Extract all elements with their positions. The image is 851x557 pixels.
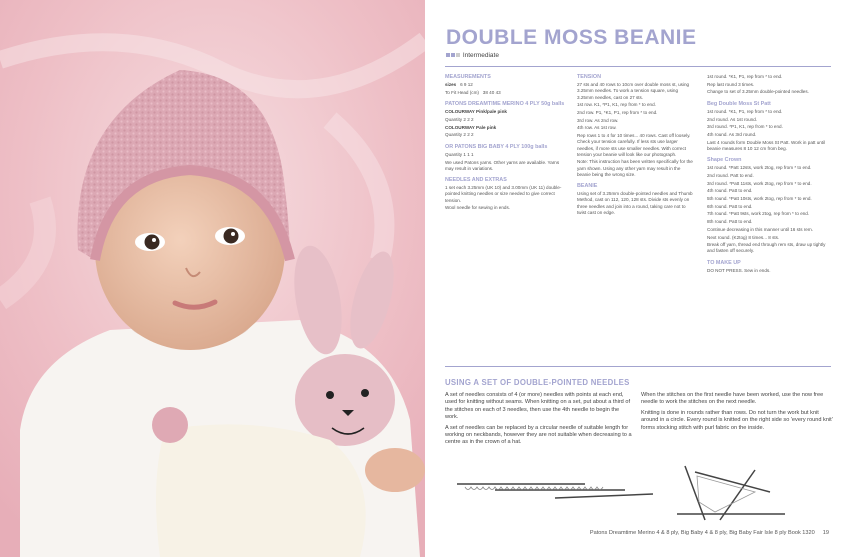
tension-row-2: 2nd row. P1, *K1, P1, rep from * to end.	[577, 110, 658, 116]
tension-text: 27 sts and 40 rows to 10cm over double moss st, using 3.25mm needles. To work a tension square, using 3.25mm needles, cast on 27 sts.	[577, 82, 690, 100]
footer-credits: Patons Dreamtime Merino 4 & 8 ply, Big Baby 4 & 8 ply, Big Baby Fair Isle 8 ply Book 1320	[589, 530, 815, 536]
tension-row-4: 4th row. As 1st row.	[577, 125, 617, 131]
crown-heading: Shape Crown	[707, 157, 742, 164]
crown-round-6: 6th round. Patt to end.	[707, 203, 753, 209]
quantity-a: Quantity 2 2 2	[445, 117, 474, 123]
skill-level-label: Intermediate	[462, 52, 499, 59]
header-divider	[445, 66, 831, 67]
moss-summary: Last 4 rounds form Double Moss St Patt. Work in patt until beanie measures 8 10 12 cm from beg.	[707, 139, 826, 151]
box-left-text	[445, 392, 633, 450]
colourway-b: COLOURWAY Pale pink	[445, 124, 497, 130]
tension-row-1: 1st row. K1, *P1, K1, rep from * to end.	[577, 102, 656, 108]
quantity-b: Quantity 2 2 2	[445, 132, 474, 138]
beanie-text: Using set of 3.25mm double-pointed needles and Thumb Method, cast on 112, 120, 128 sts. Divide sts evenly on three needles and join into a round, taking care not to twist cast on edge.	[577, 191, 693, 215]
level-square-icon	[451, 53, 455, 57]
moss-round-3: 3rd round. *P1, K1, rep from * to end.	[707, 124, 783, 130]
change-needles: Change to set of 3.25mm double-pointed needles.	[707, 89, 809, 95]
alt-yarn-heading: OR PATONS BIG BABY 4 PLY 100g balls	[445, 143, 548, 150]
crown-round-3: 3rd round. *Patt 11sts, work 2tog, rep from * to end.	[707, 180, 812, 186]
beanie-heading: BEANIE	[577, 183, 598, 190]
box-top-divider	[445, 366, 831, 367]
needles-item-2: Wool needle for sewing in ends.	[445, 205, 511, 211]
measurements-heading: MEASUREMENTS	[445, 74, 491, 80]
box-right-text	[641, 392, 833, 435]
crown-round-4: 4th round. Patt to end.	[707, 188, 753, 194]
page-title: DOUBLE MOSS BEANIE	[446, 26, 697, 49]
round-1-repeat: Rep last round 3 times.	[707, 81, 755, 87]
round-1: 1st round. *K1, P1, rep from * to end.	[707, 74, 783, 79]
quantity-c: Quantity 1 1 1	[445, 151, 474, 157]
tension-more: Rep rows 1 to 4 for 10 times... 40 rows. Cast off loosely. Check your tension carefully. If less sts use larger needles, if more sts use smaller needles. With correct tension your beanie will look like our photograph.	[577, 133, 691, 157]
box-left-paragraph-2: A set of needles can be replaced by a circular needle of suitable length for working on neckbands, however they are not suitable when decreasing to a centre as in the crown of a hat.	[445, 424, 632, 446]
yarn-heading: PATONS DREAMTIME MERINO 4 PLY 50g balls	[445, 101, 565, 108]
crown-next: Next round. (K2tog) 8 times... 8 sts.	[707, 234, 780, 240]
skill-level	[446, 52, 499, 59]
crown-round-8: 8th round. Patt to end.	[707, 219, 753, 225]
baby-photo	[0, 0, 425, 557]
makeup-text: DO NOT PRESS. Sew in ends.	[707, 267, 771, 273]
pattern-column-2	[577, 74, 695, 218]
pattern-column-1	[445, 74, 567, 213]
moss-round-2: 2nd round. As 1st round.	[707, 116, 758, 122]
yarn-note: We used Patons yarns. Other yarns are available. Yarns may result in variations.	[445, 159, 560, 171]
needles-heading: NEEDLES AND EXTRAS	[445, 176, 507, 183]
tension-row-3: 3rd row. As 2nd row.	[577, 117, 619, 123]
makeup-heading: TO MAKE UP	[707, 259, 741, 266]
page-footer	[590, 530, 829, 536]
moss-round-1: 1st round. *K1, P1, rep from * to end.	[707, 108, 783, 114]
crown-round-2: 2nd round. Patt to end.	[707, 172, 754, 178]
pattern-page	[425, 0, 851, 557]
box-right-paragraph-1: When the stitches on the first needle have been worked, use the now free needle to work the stitches on the next needle.	[641, 392, 824, 406]
level-square-icon	[446, 53, 450, 57]
level-square-icon	[456, 53, 460, 57]
fit-row: To Fit Head (cm) 38 40 43	[445, 89, 501, 95]
tension-note: Note: This instruction has been written specifically for the yarn shown. Using any other yarn may result in the beanie being the wrong size.	[577, 159, 693, 177]
double-moss-heading: Beg Double Moss St Patt	[707, 100, 771, 107]
needles-item-1: 1 set each 3.25mm (UK 10) and 3.00mm (UK 11) double-pointed knitting needles or size needed to give correct tension.	[445, 185, 562, 203]
crown-round-5: 5th round. *Patt 10sts, work 2tog, rep from * to end.	[707, 196, 812, 202]
box-title: USING A SET OF DOUBLE-POINTED NEEDLES	[445, 378, 630, 387]
sizes-row: sizes 6 9 12	[445, 82, 473, 88]
pattern-column-3	[707, 74, 831, 276]
box-left-paragraph-1: A set of needles consists of 4 (or more) needles with points at each end, used for knitting without seams. When knitting on a set, put about a third of the stitches on each of 3 needles, then use the 4th needle to begin the work.	[445, 392, 631, 421]
colourway-a: COLOURWAY Pink/pale pink	[445, 109, 507, 115]
page-number: 19	[822, 530, 829, 536]
tension-heading: TENSION	[577, 74, 601, 80]
crown-continue: Continue decreasing in this manner until 16 sts rem.	[707, 226, 813, 232]
crown-finish: Break off yarn, thread end through rem sts, draw up tightly and fasten off securely.	[707, 242, 826, 254]
box-right-paragraph-2: Knitting is done in rounds rather than rows. Do not turn the work but knit around in a circle. Every round is knitted on the right side so 'every round knit' forms stocking stitch with purl fabric on the inside.	[641, 409, 833, 431]
crown-round-1: 1st round. *Patt 12sts, work 2tog, rep from * to end.	[707, 165, 812, 171]
baby-illustration	[0, 0, 425, 557]
needles-diagram-triangle	[675, 462, 795, 522]
moss-round-4: 4th round. As 3rd round.	[707, 131, 757, 137]
crown-round-7: 7th round. *Patt 9sts, work 2tog, rep from * to end.	[707, 211, 810, 217]
needles-diagram-flat	[455, 470, 655, 520]
